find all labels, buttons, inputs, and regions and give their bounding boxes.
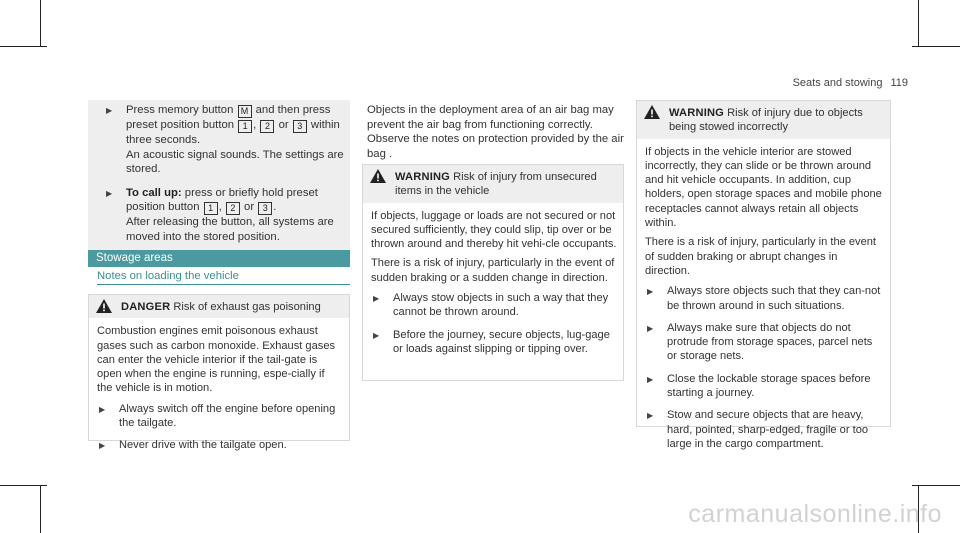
key-1-icon: 1 <box>238 120 252 133</box>
warning-box-stowed <box>636 100 891 450</box>
memory-key-icon: M <box>238 105 252 118</box>
step-arrow-icon: ▶ <box>106 188 113 198</box>
warning-body: If objects in the vehicle interior are stowed incorrectly, they can slide or be thrown around and hit vehicle occupants. In addition, cup holders, open storage spaces and mobile phone receptacles cannot always retain all objects within. <box>645 145 882 230</box>
crop-mark <box>0 485 47 486</box>
memory-steps <box>88 100 350 251</box>
warning-body: There is a risk of injury, particularly in the event of sudden braking or abrupt changes in direction. <box>645 236 877 277</box>
step-arrow-icon: ▶ <box>647 374 654 384</box>
danger-body: Combustion engines emit poisonous exhaust gases such as carbon monoxide. Exhaust gases can enter the vehicle interior if the tail-gate is open when the engine is running, espe-cially if the vehicle is in motion. <box>97 325 336 395</box>
crop-mark <box>40 0 41 47</box>
warning-step: ▶ Stow and secure objects that are heavy, hard, pointed, sharp-edged, fragile or too large in the cargo compartment. <box>647 409 869 450</box>
step-arrow-icon: ▶ <box>99 441 106 451</box>
crop-mark <box>912 46 960 47</box>
warning-triangle-icon <box>370 169 386 183</box>
step-arrow-icon: ▶ <box>99 404 106 414</box>
step-result: After releasing the button, all systems are moved into the stored position. <box>126 216 334 243</box>
step-arrow-icon: ▶ <box>373 294 380 304</box>
step-arrow-icon: ▶ <box>647 323 654 333</box>
warning-triangle-icon <box>96 299 112 313</box>
key-1-icon: 1 <box>204 202 218 215</box>
crop-mark <box>0 46 47 47</box>
step-arrow-icon: ▶ <box>106 106 113 115</box>
warning-body: If objects, luggage or loads are not secured or not secured sufficiently, they could slip, tip over or be thrown around and thereby hit vehi-cle occupants. <box>371 209 617 251</box>
warning-title: WARNING Risk of injury due to objects being stowed incorrectly <box>637 101 890 139</box>
page-header <box>793 77 908 89</box>
step-arrow-icon: ▶ <box>647 287 654 297</box>
warning-step: ▶ Always store objects such that they can-not be thrown around in such situations. <box>647 285 881 312</box>
warning-step: ▶ Close the lockable storage spaces before starting a journey. <box>647 372 871 400</box>
warning-box-unsecured <box>362 164 624 381</box>
key-3-icon: 3 <box>258 202 272 215</box>
airbag-intro: Objects in the deployment area of an air bag may prevent the air bag from functioning correctly. Observe the notes on protection provided by the air bag . <box>367 104 624 160</box>
warning-step: ▶ Always make sure that objects do not protrude from storage spaces, parcel nets or storage nets. <box>647 321 873 363</box>
warning-step: ▶ Always stow objects in such a way that they cannot be thrown around. <box>373 292 609 319</box>
step-arrow-icon: ▶ <box>373 330 380 340</box>
page-number: 119 <box>890 77 908 89</box>
step-result: An acoustic signal sounds. The settings are stored. <box>126 148 344 175</box>
crop-mark <box>918 0 919 47</box>
warning-body: There is a risk of injury, particularly in the event of sudden braking or a sudden change in direction. <box>371 257 615 284</box>
danger-title: DANGER Risk of exhaust gas poisoning <box>89 295 349 318</box>
subheading: Notes on loading the vehicle <box>97 270 350 285</box>
key-2-icon: 2 <box>226 202 240 215</box>
section-name: Seats and stowing <box>792 77 883 89</box>
danger-box <box>88 294 350 452</box>
step-store: ▶ Press memory button M and then press preset position button 1 , 2 or 3 within three seconds. An acoustic signal sounds. The settings are stored. <box>106 104 344 175</box>
warning-step: ▶ Before the journey, secure objects, lug-gage or loads against slipping or tipping over. <box>373 328 610 355</box>
warning-title: WARNING Risk of injury from unsecured items in the vehicle <box>363 165 623 203</box>
warning-triangle-icon <box>644 105 660 119</box>
key-2-icon: 2 <box>260 120 274 133</box>
danger-step: ▶ Always switch off the engine before opening the tailgate. <box>99 402 336 430</box>
step-arrow-icon: ▶ <box>647 411 654 421</box>
watermark: carmanualsonline.info <box>688 500 942 528</box>
key-3-icon: 3 <box>293 120 307 133</box>
section-title: Stowage areas <box>88 250 350 267</box>
danger-step: ▶ Never drive with the tailgate open. <box>97 438 343 452</box>
crop-mark <box>912 485 960 486</box>
crop-mark <box>40 485 41 533</box>
step-call-up: ▶ To call up: press or briefly hold preset position button 1 , 2 or 3 . After releasing the button, all systems are moved into the stored position. <box>96 186 344 245</box>
